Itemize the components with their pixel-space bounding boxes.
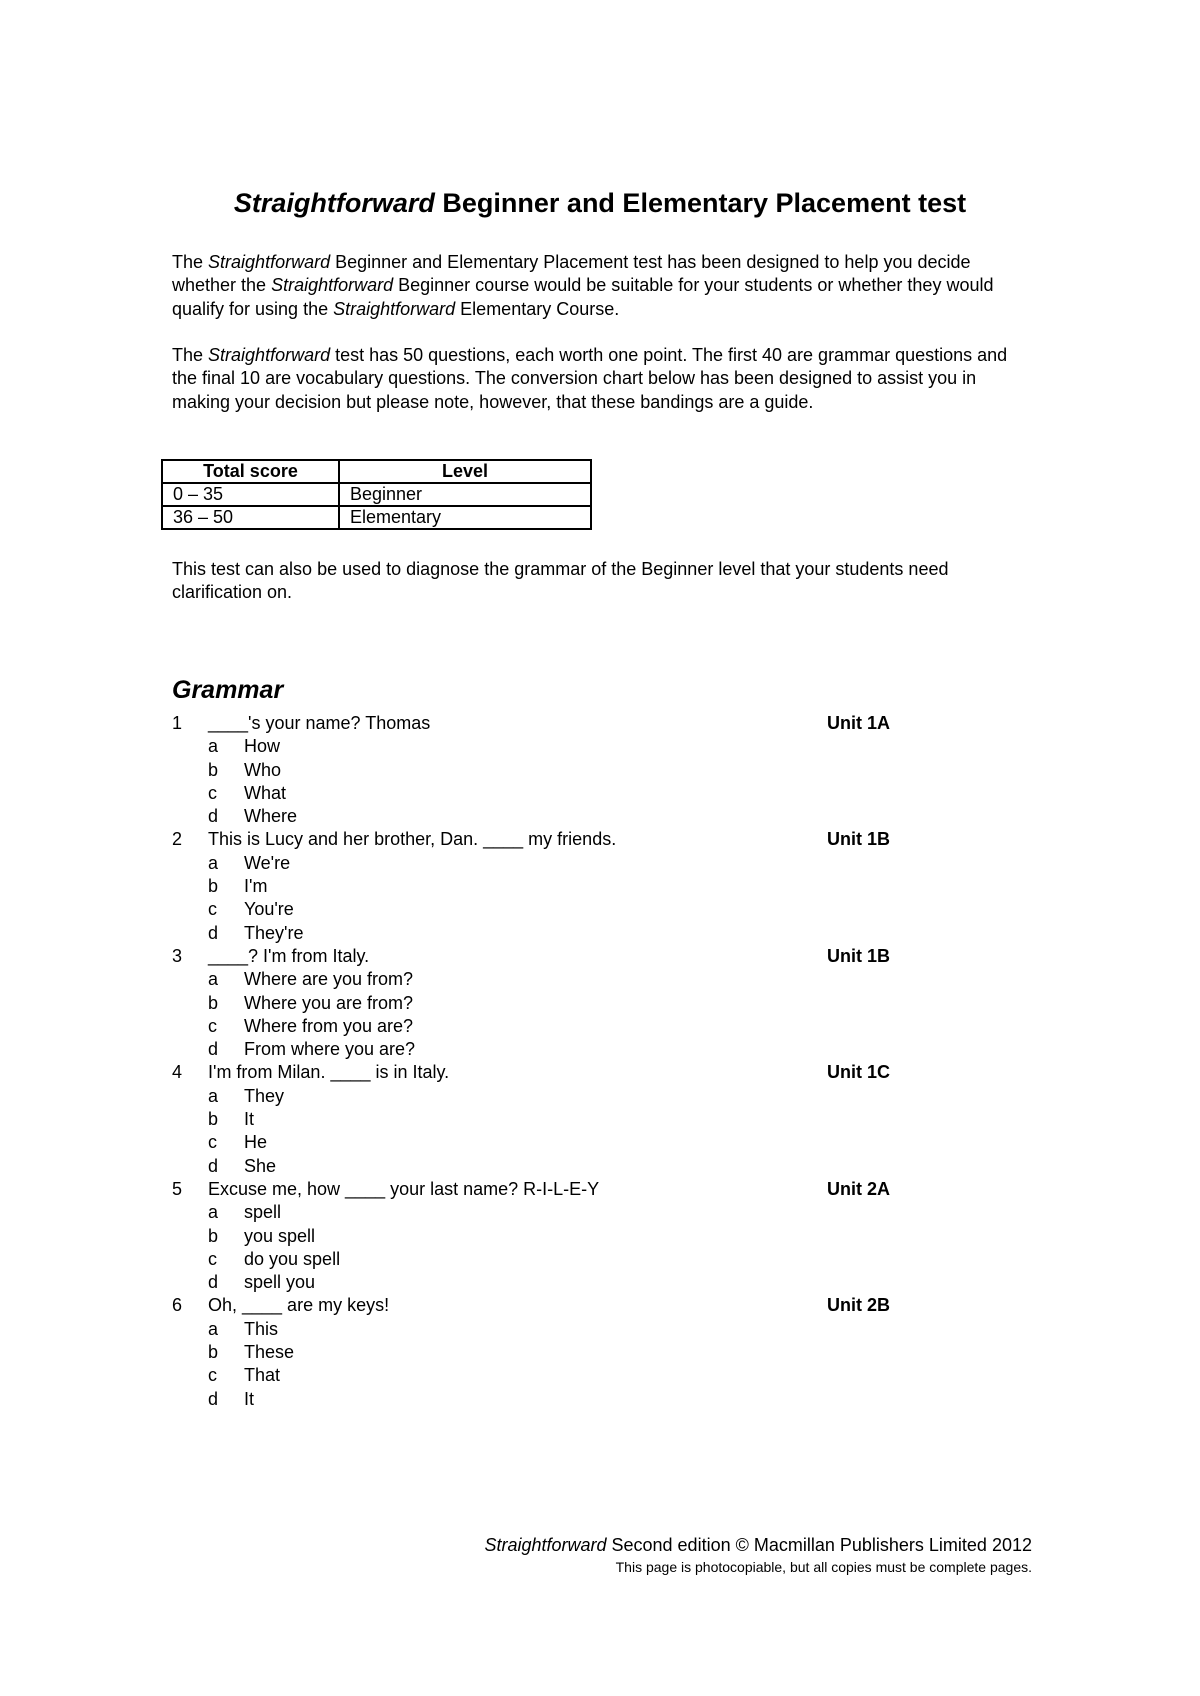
option-text: I'm — [244, 876, 268, 897]
option-text: How — [244, 736, 281, 757]
option-letter: a — [208, 1085, 219, 1106]
question-item — [172, 1178, 932, 1201]
option-letter: b — [208, 1225, 219, 1246]
score-table — [161, 459, 592, 530]
question-stem: Excuse me, how ____ your last name? R-I-L-E-Y — [208, 1178, 600, 1199]
answer-option — [172, 1108, 932, 1131]
page-title — [0, 186, 1200, 220]
answer-option — [172, 1248, 932, 1271]
unit-reference: Unit 1A — [827, 713, 890, 733]
book-title-italic: Straightforward — [208, 345, 331, 365]
option-letter: b — [208, 876, 219, 897]
answer-option — [172, 735, 932, 758]
answer-option — [172, 1318, 932, 1341]
text-run: The — [172, 345, 209, 365]
answer-option — [172, 992, 932, 1015]
text-run: test has 50 questions, each worth one point. The first 40 are grammar questions and the final 10 are vocabulary questions. The conversion chart below has been designed to assist you in making your decision but please note, however, that these bandings are a guide. — [172, 345, 1008, 412]
grammar-heading: Grammar — [172, 676, 284, 704]
intro-paragraph-2 — [172, 344, 1032, 414]
option-text: you spell — [244, 1225, 316, 1246]
question-item — [172, 1294, 932, 1317]
option-text: From where you are? — [244, 1039, 416, 1060]
option-text: He — [244, 1132, 268, 1153]
option-text: This — [244, 1318, 279, 1339]
option-letter: a — [208, 1318, 219, 1339]
answer-option — [172, 759, 932, 782]
answer-option — [172, 852, 932, 875]
score-table-header — [162, 460, 591, 483]
answer-option — [172, 875, 932, 898]
answer-option — [172, 1225, 932, 1248]
score-range: 36 – 50 — [162, 506, 339, 529]
option-letter: c — [208, 899, 217, 920]
option-text: They're — [244, 922, 304, 943]
option-letter: d — [208, 922, 219, 943]
option-letter: c — [208, 1365, 217, 1386]
title-italic: Straightforward — [233, 188, 435, 218]
table-row — [162, 506, 591, 529]
option-letter: d — [208, 1388, 219, 1409]
level: Beginner — [339, 483, 591, 506]
answer-option — [172, 782, 932, 805]
question-stem: This is Lucy and her brother, Dan. ____ my friends. — [208, 829, 617, 850]
option-letter: d — [208, 806, 219, 827]
answer-option — [172, 968, 932, 991]
option-letter: a — [208, 852, 219, 873]
text-run: Beginner and Elementary Placement test has been designed to help you decide whether the — [172, 252, 971, 296]
option-letter: d — [208, 1039, 219, 1060]
copyright-line — [484, 1534, 1032, 1556]
intro-paragraph-3 — [172, 558, 1032, 605]
answer-option — [172, 1271, 932, 1294]
option-text: These — [244, 1342, 295, 1363]
footer-rest: Second edition © Macmillan Publishers Limited 2012 — [606, 1535, 1032, 1555]
question-item — [172, 828, 932, 851]
option-text: Where — [244, 806, 298, 827]
question-stem: ____? I'm from Italy. — [208, 945, 370, 966]
book-title-italic: Straightforward — [333, 298, 456, 319]
answer-option — [172, 1131, 932, 1154]
option-text: That — [244, 1365, 281, 1386]
unit-reference: Unit 1B — [827, 945, 890, 966]
option-text: Who — [244, 759, 282, 780]
option-text: We're — [244, 852, 291, 873]
question-stem: I'm from Milan. ____ is in Italy. — [208, 1062, 450, 1083]
header-level: Level — [339, 460, 591, 483]
option-letter: a — [208, 736, 219, 757]
option-letter: c — [208, 1132, 217, 1153]
answer-option — [172, 898, 932, 921]
unit-reference: Unit 1C — [827, 1062, 890, 1083]
question-number: 2 — [172, 829, 183, 850]
question-list — [172, 712, 932, 1411]
book-title-italic: Straightforward — [208, 252, 331, 272]
table-row — [162, 483, 591, 506]
option-text: It — [244, 1388, 255, 1409]
option-letter: b — [208, 1109, 219, 1130]
question-number: 4 — [172, 1062, 183, 1083]
answer-option — [172, 1085, 932, 1108]
option-text: It — [244, 1109, 255, 1130]
text-run: Beginner course would be suitable for your students or whether they would qualify for using the — [172, 275, 994, 319]
level: Elementary — [339, 506, 591, 529]
footer-italic: Straightforward — [484, 1535, 607, 1555]
answer-option — [172, 922, 932, 945]
option-letter: a — [208, 969, 219, 990]
option-text: Where you are from? — [244, 992, 414, 1013]
question-stem: Oh, ____ are my keys! — [208, 1295, 390, 1316]
question-item — [172, 1061, 932, 1084]
header-total-score: Total score — [162, 460, 339, 483]
unit-reference: Unit 2A — [827, 1178, 890, 1199]
text-run: The — [172, 252, 209, 272]
option-text: She — [244, 1155, 277, 1176]
option-text: Where are you from? — [244, 969, 414, 990]
answer-option — [172, 1015, 932, 1038]
option-letter: b — [208, 1342, 219, 1363]
option-letter: a — [208, 1202, 219, 1223]
question-item — [172, 945, 932, 968]
option-letter: d — [208, 1272, 219, 1293]
option-letter: c — [208, 1015, 217, 1036]
title-rest: Beginner and Elementary Placement test — [434, 188, 967, 218]
question-number: 6 — [172, 1295, 183, 1316]
question-number: 5 — [172, 1178, 183, 1199]
answer-option — [172, 1341, 932, 1364]
text-run: This test can also be used to diagnose the grammar of the Beginner level that your students need clarification on. — [172, 559, 949, 603]
option-text: do you spell — [244, 1248, 341, 1269]
answer-option — [172, 1201, 932, 1224]
option-text: spell — [244, 1202, 282, 1223]
question-stem: ____'s your name? Thomas — [208, 713, 431, 733]
option-text: They — [244, 1085, 285, 1106]
question-number: 3 — [172, 945, 183, 966]
option-letter: b — [208, 992, 219, 1013]
score-range: 0 – 35 — [162, 483, 339, 506]
question-item — [172, 712, 932, 735]
intro-paragraph-1 — [172, 251, 1032, 321]
option-text: What — [244, 782, 287, 803]
unit-reference: Unit 1B — [827, 829, 890, 850]
option-letter: c — [208, 1248, 217, 1269]
unit-reference: Unit 2B — [827, 1295, 890, 1316]
option-letter: c — [208, 782, 217, 803]
answer-option — [172, 1155, 932, 1178]
answer-option — [172, 1038, 932, 1061]
book-title-italic: Straightforward — [271, 275, 394, 296]
question-number: 1 — [172, 713, 183, 733]
text-run: Elementary Course. — [455, 298, 620, 319]
photocopy-note: This page is photocopiable, but all copies must be complete pages. — [615, 1559, 1032, 1575]
option-letter: d — [208, 1155, 219, 1176]
option-text: spell you — [244, 1272, 316, 1293]
answer-option — [172, 805, 932, 828]
answer-option — [172, 1388, 932, 1411]
answer-option — [172, 1364, 932, 1387]
option-text: Where from you are? — [244, 1015, 414, 1036]
option-text: You're — [244, 899, 294, 920]
option-letter: b — [208, 759, 219, 780]
